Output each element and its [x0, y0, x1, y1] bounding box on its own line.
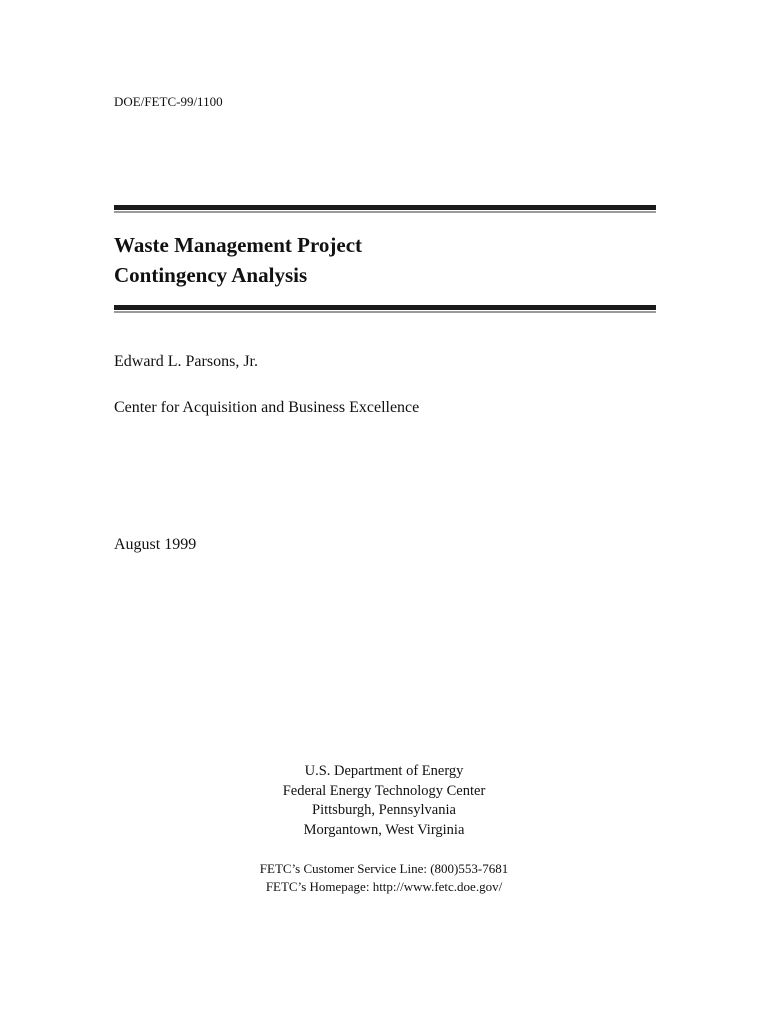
publication-date: August 1999	[114, 536, 197, 553]
publisher-line-2: Federal Energy Technology Center	[282, 782, 486, 799]
document-title	[114, 230, 362, 290]
title-rule-bottom	[114, 305, 656, 310]
author-name: Edward L. Parsons, Jr.	[114, 353, 258, 370]
report-number: DOE/FETC-99/1100	[114, 94, 223, 109]
publisher-line-3: Pittsburgh, Pennsylvania	[312, 802, 456, 819]
publisher-block	[114, 762, 654, 840]
homepage-line: FETC’s Homepage: http://www.fetc.doe.gov/	[265, 879, 503, 894]
title-rule-top	[114, 205, 656, 210]
title-line-2: Contingency Analysis	[114, 263, 308, 287]
author-organization: Center for Acquisition and Business Excellence	[114, 399, 420, 416]
customer-service-line: FETC’s Customer Service Line: (800)553-7681	[259, 861, 509, 876]
publisher-line-4: Morgantown, West Virginia	[303, 821, 465, 838]
publisher-line-1: U.S. Department of Energy	[304, 763, 464, 779]
contact-block	[114, 860, 654, 896]
title-line-1: Waste Management Project	[114, 233, 363, 257]
